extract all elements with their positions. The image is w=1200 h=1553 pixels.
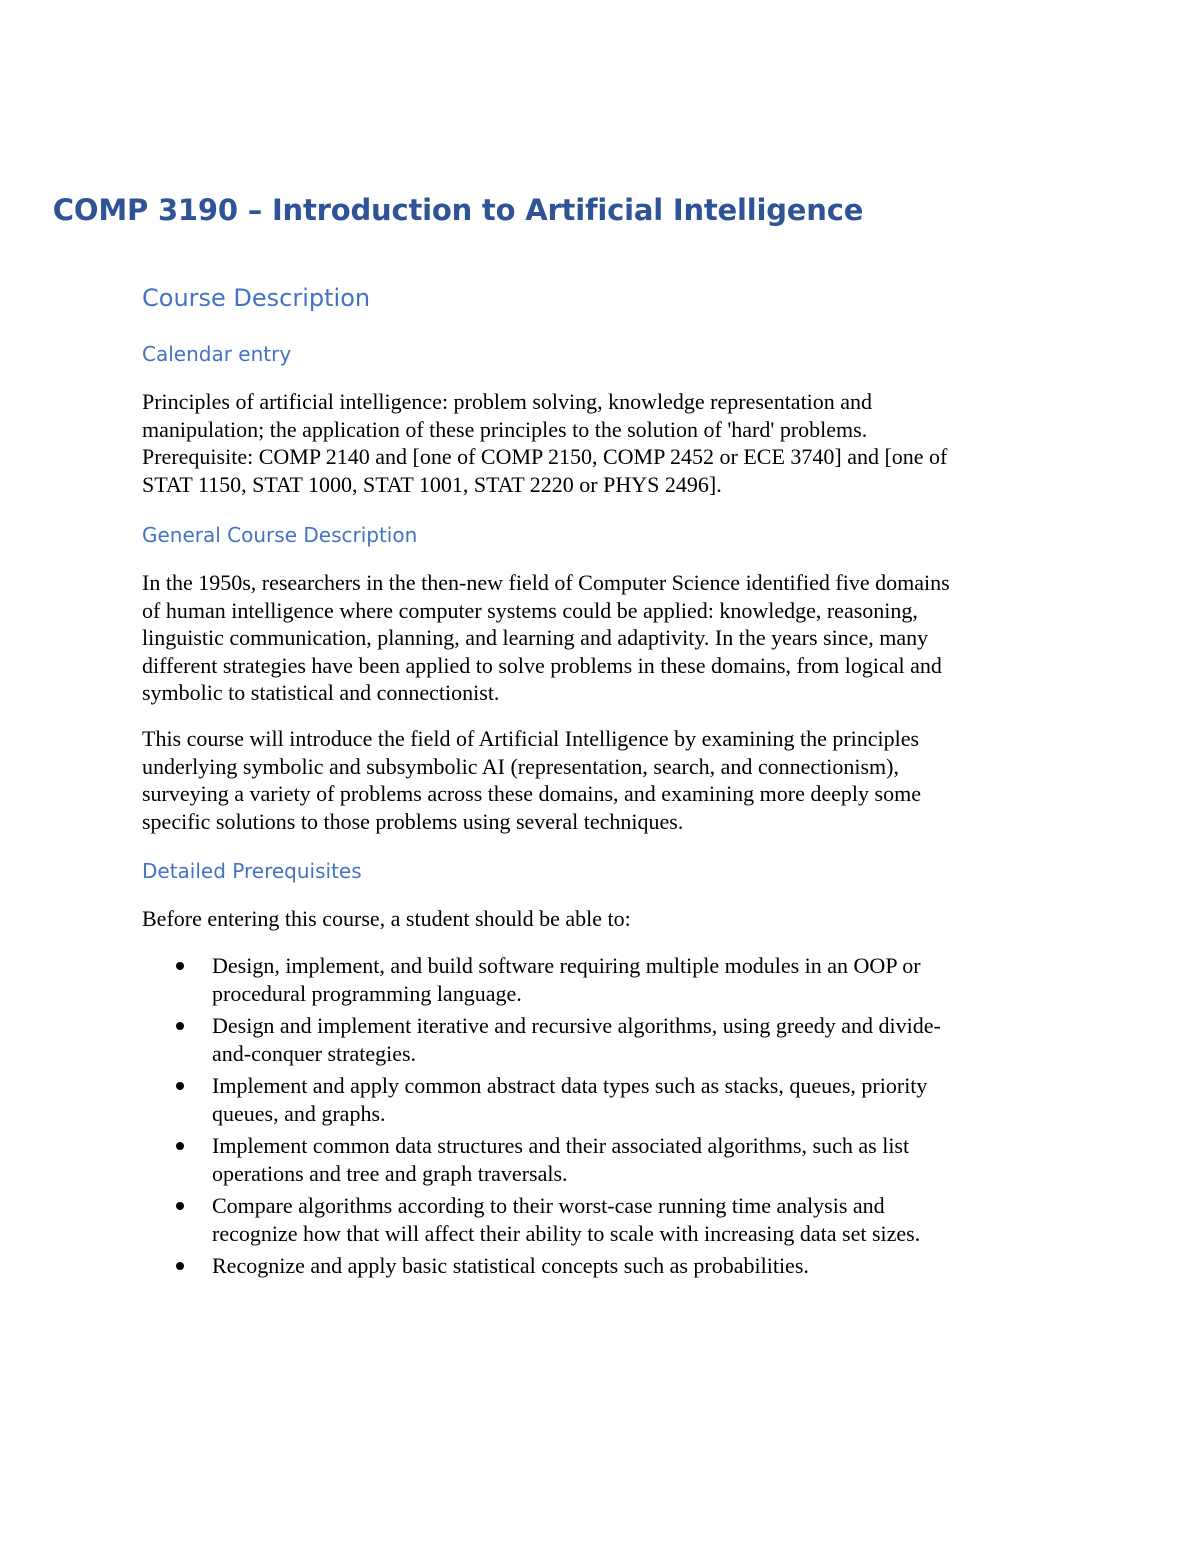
text-line: surveying a variety of problems across these domains, and examining more deeply some bbox=[142, 781, 921, 806]
subheading-detailed-prerequisites: Detailed Prerequisites bbox=[142, 859, 362, 883]
text-line: Design, implement, and build software requiring multiple modules in an OOP or bbox=[212, 953, 921, 978]
text-line: underlying symbolic and subsymbolic AI (representation, search, and connectionism), bbox=[142, 753, 899, 779]
text-line: operations and tree and graph traversals. bbox=[212, 1160, 568, 1186]
text-line: Recognize and apply basic statistical concepts such as probabilities. bbox=[212, 1253, 809, 1278]
general-description-paragraph-2 bbox=[142, 725, 1062, 835]
text-line: recognize how that will affect their ability to scale with increasing data set sizes. bbox=[212, 1220, 921, 1246]
calendar-entry-paragraph bbox=[142, 388, 1062, 498]
text-line: queues, and graphs. bbox=[212, 1100, 386, 1126]
bullet-icon bbox=[176, 962, 184, 970]
text-line: specific solutions to those problems using several techniques. bbox=[142, 808, 684, 834]
text-line: Design and implement iterative and recursive algorithms, using greedy and divide- bbox=[212, 1013, 941, 1038]
text-line: linguistic communication, planning, and learning and adaptivity. In the years since, many bbox=[142, 625, 929, 650]
text-line: Implement common data structures and their associated algorithms, such as list bbox=[212, 1133, 910, 1158]
text-line: different strategies have been applied to solve problems in these domains, from logical and bbox=[142, 652, 942, 678]
document-title: COMP 3190 – Introduction to Artificial Intelligence bbox=[52, 193, 864, 227]
text-line: This course will introduce the field of Artificial Intelligence by examining the principles bbox=[142, 726, 920, 751]
section-heading-course-description: Course Description bbox=[142, 284, 371, 312]
text-line: Before entering this course, a student should be able to: bbox=[142, 906, 631, 931]
list-item bbox=[142, 1072, 1062, 1127]
subheading-calendar-entry: Calendar entry bbox=[142, 342, 292, 366]
text-line: STAT 1150, STAT 1000, STAT 1001, STAT 2220 or PHYS 2496]. bbox=[142, 471, 722, 497]
list-item bbox=[142, 1252, 1062, 1280]
bullet-icon bbox=[176, 1022, 184, 1030]
text-line: Compare algorithms according to their worst-case running time analysis and bbox=[212, 1193, 885, 1218]
list-item bbox=[142, 952, 1062, 1007]
text-line: Implement and apply common abstract data types such as stacks, queues, priority bbox=[212, 1073, 928, 1098]
text-line: Principles of artificial intelligence: problem solving, knowledge representation and bbox=[142, 389, 873, 414]
bullet-icon bbox=[176, 1202, 184, 1210]
subheading-general-course-description: General Course Description bbox=[142, 523, 418, 547]
list-item bbox=[142, 1192, 1062, 1247]
general-description-paragraph-1 bbox=[142, 569, 1062, 707]
bullet-icon bbox=[176, 1142, 184, 1150]
text-line: Prerequisite: COMP 2140 and [one of COMP 2150, COMP 2452 or ECE 3740] and [one of bbox=[142, 444, 948, 469]
text-line: manipulation; the application of these principles to the solution of 'hard' problems. bbox=[142, 416, 868, 442]
text-line: of human intelligence where computer systems could be applied: knowledge, reasoning, bbox=[142, 597, 918, 623]
text-line: and-conquer strategies. bbox=[212, 1040, 417, 1066]
text-line: symbolic to statistical and connectionist. bbox=[142, 680, 500, 705]
list-item bbox=[142, 1132, 1062, 1187]
bullet-icon bbox=[176, 1262, 184, 1270]
list-item bbox=[142, 1012, 1062, 1067]
bullet-icon bbox=[176, 1082, 184, 1090]
text-line: procedural programming language. bbox=[212, 980, 522, 1006]
text-line: In the 1950s, researchers in the then-new field of Computer Science identified five domains bbox=[142, 570, 950, 595]
prerequisites-list bbox=[142, 952, 1062, 1285]
prerequisites-intro bbox=[142, 905, 1062, 933]
